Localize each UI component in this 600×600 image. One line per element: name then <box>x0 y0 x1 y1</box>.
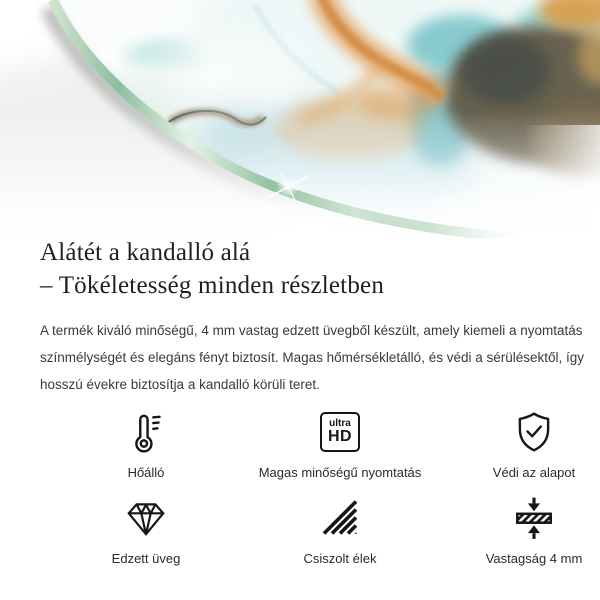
feature-label: Hőálló <box>127 465 165 480</box>
feature-thickness <box>428 494 600 567</box>
thickness-icon <box>511 495 557 541</box>
feature-label: Védi az alapot <box>492 465 576 480</box>
features-grid <box>40 408 583 567</box>
feature-polished-edges <box>252 494 428 567</box>
product-description <box>40 317 585 398</box>
product-info-section <box>0 236 600 567</box>
description-line: színmélységét és elegáns fényt biztosít. Magas hőmérsékletálló, és védi a sérülésektől, így <box>40 350 585 365</box>
polished-edges-icon <box>318 496 362 540</box>
shield-check-icon <box>511 409 557 455</box>
thermometer-icon <box>123 409 169 455</box>
feature-label: Edzett üveg <box>111 551 181 566</box>
page-title-line1: Alátét a kandalló alá <box>40 239 251 266</box>
ultra-hd-icon-text-top: ultra <box>329 418 351 429</box>
feature-print-quality <box>252 408 428 481</box>
feature-protects-base <box>428 408 600 481</box>
right-fade <box>430 125 600 238</box>
ultra-hd-icon-text-bottom: HD <box>327 428 353 445</box>
diamond-icon <box>123 495 169 541</box>
feature-tempered-glass <box>40 494 252 567</box>
feature-label: Vastagság 4 mm <box>485 551 583 566</box>
feature-label: Magas minőségű nyomtatás <box>258 465 422 480</box>
ultra-hd-icon <box>320 412 360 452</box>
description-line: A termék kiváló minőségű, 4 mm vastag edzett üvegből készült, amely kiemeli a nyomtatás <box>40 323 583 338</box>
feature-heat-resistant <box>40 408 252 481</box>
product-image-hero <box>0 0 600 238</box>
description-line: hosszú évekre biztosítja a kandalló körüli teret. <box>40 377 320 392</box>
page-title <box>40 236 560 302</box>
feature-label: Csiszolt élek <box>303 551 377 566</box>
page-title-line2: – Tökéletesség minden részletben <box>40 272 385 299</box>
